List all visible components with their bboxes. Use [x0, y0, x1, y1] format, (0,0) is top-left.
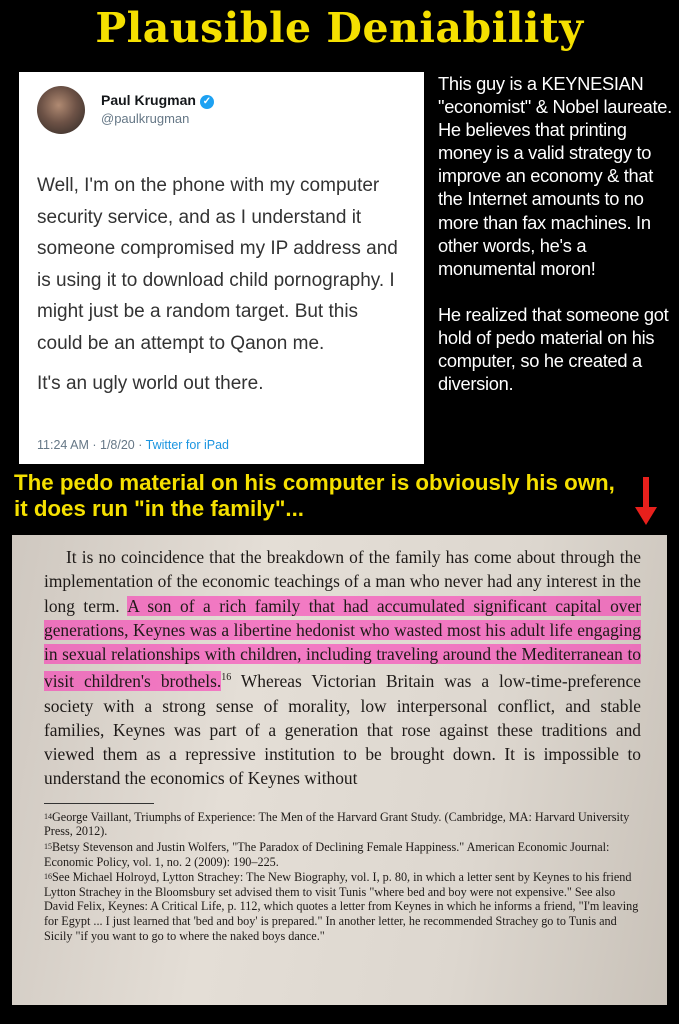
book-paragraph: It is no coincidence that the breakdown of the family has come about through the implementation of the economic teachings of a man who never had any interest in the long term. A son of a rich family that had accumulated significant capital over generations, Keynes was a libertine hedonist who wasted most his adult life engaging in sexual relationships with children, including traveling around the Mediterranean to visit children's brothels.$^{16}$ Whereas Victorian Britain was a low-time-preference society with a strong sense of morality, low interpersonal conflict, and stable families, Keynes was part of a generation that rose against these traditions and viewed them as a repressive institution to be brought down. It is impossible to understand the economics of Keynes without: [44, 547, 642, 789]
tweet-paragraph: Well, I'm on the phone with my computer security service, and as I understand it someone compromised my IP address and is using it to download child pornography. I might just be a random target. But this could be an attempt to Qanon me.: [37, 175, 398, 354]
footnote-divider: [44, 803, 154, 804]
tweet-source[interactable]: Twitter for iPad: [145, 438, 230, 452]
tweet-author-handle[interactable]: @paulkrugman: [101, 111, 190, 126]
tweet-paragraph: It's an ugly world out there.: [37, 373, 264, 394]
footnote: $^{14}$George Vaillant, Triumphs of Experience: The Men of the Harvard Grant Study. (Cambridge, MA: Harvard University Press, 2012).: [44, 809, 630, 839]
tweet-meta: [37, 438, 229, 452]
tweet-timestamp[interactable]: 11:24 AM · 1/8/20 ·: [37, 438, 146, 452]
tweet-author-name[interactable]: Paul Krugman ✓: [101, 92, 214, 109]
footnote-ref: 16: [221, 672, 232, 684]
tweet-body: [37, 170, 406, 400]
tweet-header: [37, 86, 406, 144]
commentary-paragraph: This guy is a KEYNESIAN "economist" & Nobel laureate. He believes that printing money is a valid strategy to improve an economy & that the Internet amounts to no more than fax machines. In other words, he's a monumental moron!: [438, 73, 672, 279]
footnote: $^{15}$Betsy Stevenson and Justin Wolfers, "The Paradox of Declining Female Happiness." American Economic Journal: Economic Policy, vol. 1, no. 2 (2009): 190–225.: [44, 839, 610, 869]
verified-badge-icon: ✓: [200, 95, 214, 109]
callout-text: The pedo material on his computer is obviously his own, it does run "in the family"...: [14, 470, 615, 521]
page-title: Plausible Deniability: [95, 4, 584, 52]
down-arrow-icon: [634, 475, 658, 527]
avatar[interactable]: [37, 86, 85, 134]
book-excerpt: [12, 535, 667, 1005]
highlighted-passage: A son of a rich family that had accumulated significant capital over generations, Keynes was a libertine hedonist who wasted most his adult life engaging in sexual relationships with children, including traveling around the Mediterranean to visit children's brothels.: [44, 595, 642, 692]
commentary-paragraph: He realized that someone got hold of pedo material on his computer, so he created a diversion.: [438, 303, 669, 395]
commentary-text: [438, 72, 674, 418]
footnote: $^{16}$See Michael Holroyd, Lytton Strachey: The New Biography, vol. I, p. 80, in which a letter sent by Keynes to his friend Lytton Strachey in the Bloomsbury set advised them to visit Tunis "where bed and boy were not expensive." See also David Felix, Keynes: A Critical Life, p. 112, which quotes a letter from Keynes in which he informs a friend, "I'm leaving for Egypt ... I just learned that 'bed and boy' is prepared." In another letter, he recommended Strachey go to Tunis and Sicily "if you want to go to where the naked boys dance.": [44, 870, 639, 943]
tweet-card: [19, 72, 424, 464]
